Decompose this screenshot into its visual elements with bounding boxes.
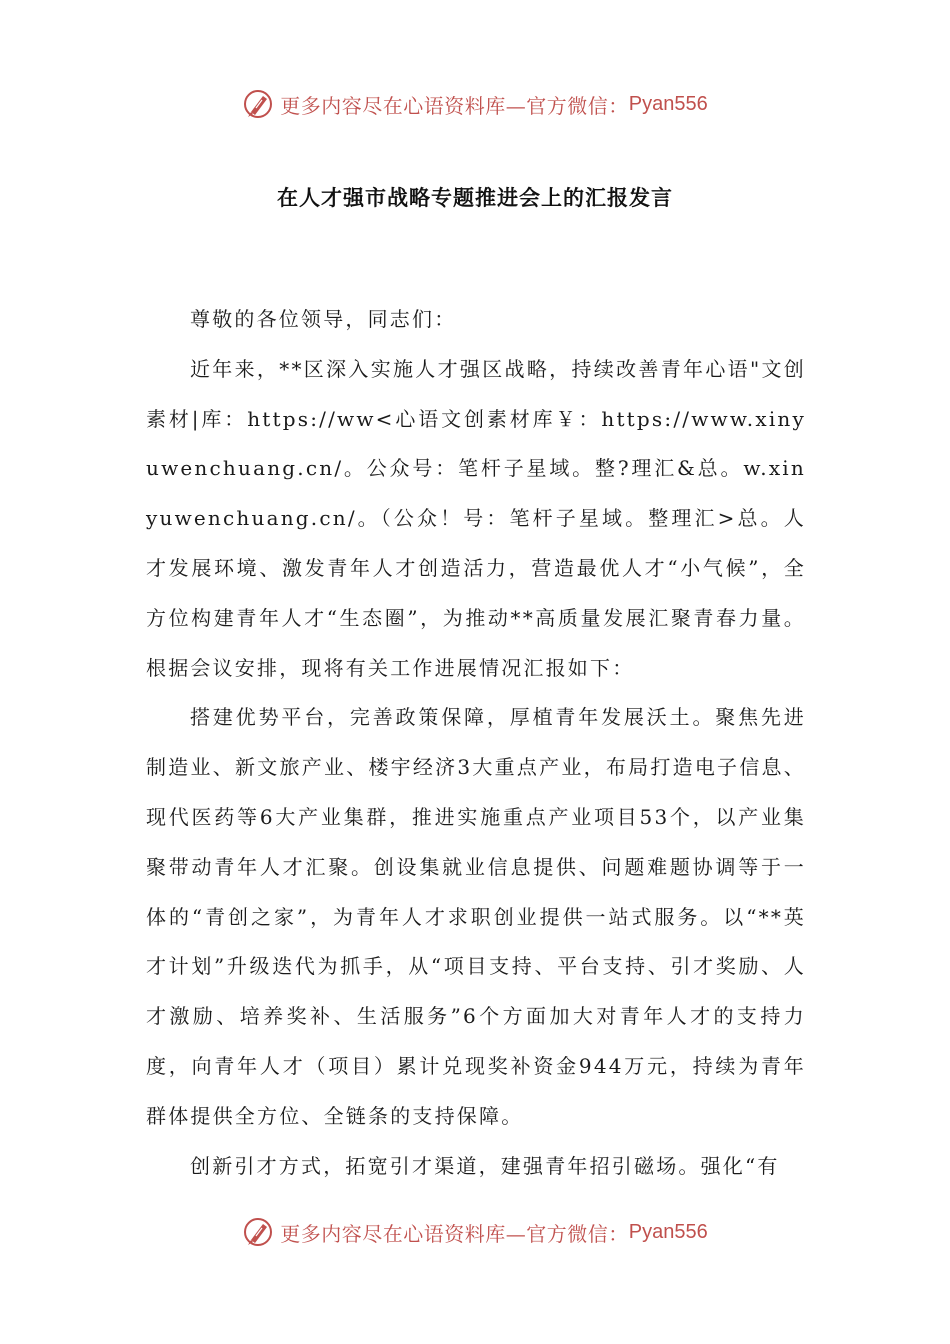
paragraph-intro: 近年来，**区深入实施人才强区战略，持续改善青年心语"文创素材|库：https://ww<心语文创素材库￥：https://www.xinyuwenchuang.cn/。公众号：笔杆子星域。整?理汇&总。w.xinyuwenchuang.cn/。（公众！号：笔杆子星域。整理汇>总。人才发展环境、激发青年人才创造活力，营造最优人才“小气候”，全方位构建青年人才“生态圈”，为推动**高质量发展汇聚青春力量。根据会议安排，现将有关工作进展情况汇报如下：: [146, 356, 806, 680]
banner-text: 更多内容尽在心语资料库—官方微信：: [280, 1221, 629, 1246]
banner-wechat-id: Pyan556: [628, 92, 708, 115]
banner-wechat-id: Pyan556: [628, 1220, 708, 1243]
document-body: [146, 295, 806, 1191]
footer-watermark-banner: [0, 1212, 950, 1252]
header-watermark-banner: [0, 84, 950, 124]
paragraph-platform: 搭建优势平台，完善政策保障，厚植青年发展沃土。聚焦先进制造业、新文旅产业、楼宇经济3大重点产业，布局打造电子信息、现代医药等6大产业集群，推进实施重点产业项目53个，以产业集聚带动青年人才汇聚。创设集就业信息提供、问题难题协调等于一体的“青创之家”，为青年人才求职创业提供一站式服务。以“**英才计划”升级迭代为抓手，从“项目支持、平台支持、引才奖励、人才激励、培养奖补、生活服务”6个方面加大对青年人才的支持力度，向青年人才（项目）累计兑现奖补资金944万元，持续为青年群体提供全方位、全链条的支持保障。: [146, 705, 806, 1128]
paragraph-recruitment: 创新引才方式，拓宽引才渠道，建强青年招引磁场。强化“有: [190, 1153, 780, 1178]
salutation: 尊敬的各位领导，同志们：: [190, 307, 457, 331]
document-title: 在人才强市战略专题推进会上的汇报发言: [277, 186, 673, 210]
pen-nib-logo-icon: [242, 1216, 274, 1248]
banner-text: 更多内容尽在心语资料库—官方微信：: [280, 93, 629, 118]
pen-nib-logo-icon: [242, 88, 274, 120]
